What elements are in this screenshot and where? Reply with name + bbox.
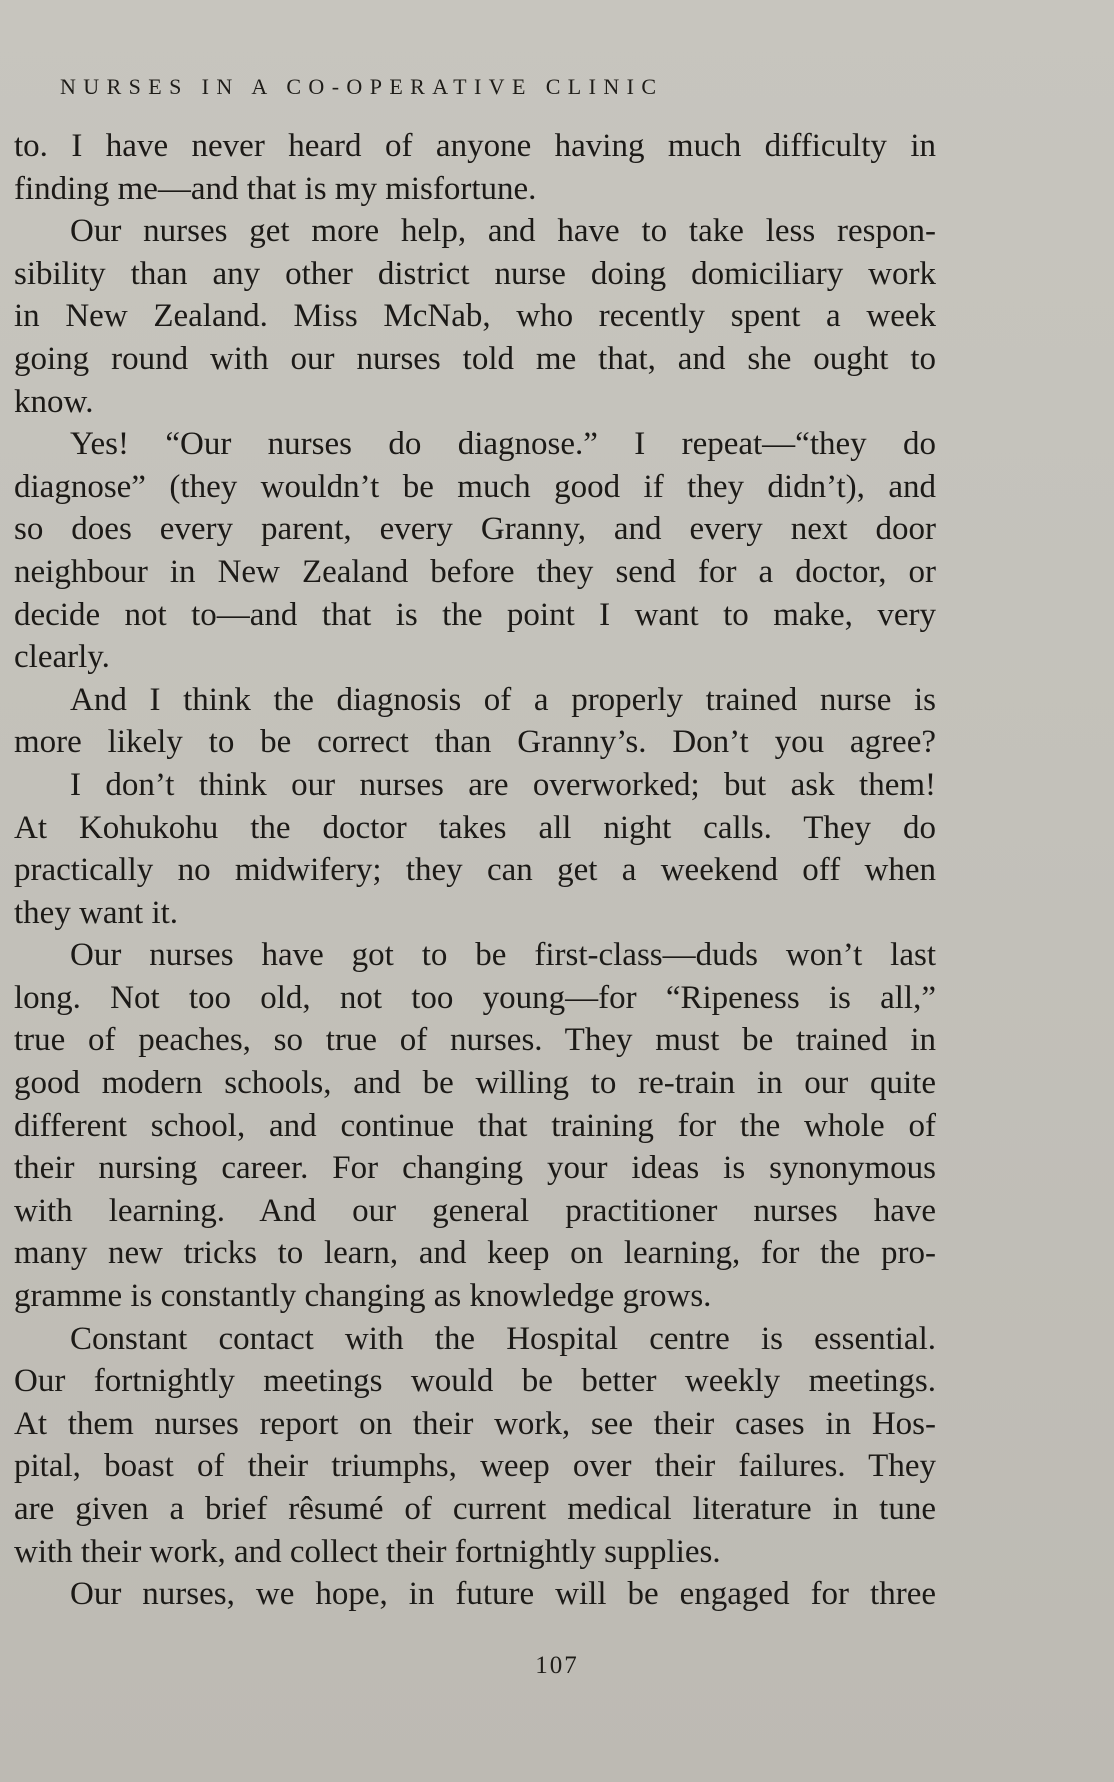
text-line: long. Not too old, not too young—for “Ripeness is all,” <box>14 979 936 1016</box>
text-line: going round with our nurses told me that, and she ought to <box>14 340 936 377</box>
text-line: Our nurses get more help, and have to take less respon- <box>70 213 936 250</box>
text-line: gramme is constantly changing as knowledge grows. <box>14 1278 712 1315</box>
text-line: Our nurses have got to be first-class—duds won’t last <box>70 937 936 974</box>
text-line: more likely to be correct than Granny’s. Don’t you agree? <box>14 724 936 761</box>
text-line: so does every parent, every Granny, and every next door <box>14 511 936 548</box>
text-line: finding me—and that is my misfortune. <box>14 170 537 207</box>
text-line: neighbour in New Zealand before they send for a doctor, or <box>14 553 936 590</box>
text-line: in New Zealand. Miss McNab, who recently spent a week <box>14 298 936 335</box>
page-number: 107 <box>535 1652 579 1679</box>
text-line: decide not to—and that is the point I want to make, very <box>14 596 936 633</box>
text-line: And I think the diagnosis of a properly trained nurse is <box>70 681 936 718</box>
text-line: Our nurses, we hope, in future will be engaged for three <box>70 1576 936 1613</box>
text-line: with learning. And our general practitioner nurses have <box>14 1192 936 1229</box>
text-line: sibility than any other district nurse doing domiciliary work <box>14 255 936 292</box>
text-line: clearly. <box>14 639 110 676</box>
body-text <box>14 125 936 1616</box>
text-line: pital, boast of their triumphs, weep over their failures. They <box>14 1448 936 1485</box>
text-line: many new tricks to learn, and keep on learning, for the pro- <box>14 1235 936 1272</box>
text-line: their nursing career. For changing your ideas is synonymous <box>14 1150 936 1187</box>
text-line: Yes! “Our nurses do diagnose.” I repeat—“they do <box>70 426 936 463</box>
text-line: At Kohukohu the doctor takes all night calls. They do <box>14 809 936 846</box>
text-line: know. <box>14 383 94 420</box>
text-line: to. I have never heard of anyone having much difficulty in <box>14 128 936 164</box>
text-line: true of peaches, so true of nurses. They must be trained in <box>14 1022 936 1059</box>
text-line: they want it. <box>14 894 179 931</box>
text-line: At them nurses report on their work, see their cases in Hos- <box>14 1405 936 1442</box>
text-line: diagnose” (they wouldn’t be much good if they didn’t), and <box>14 468 936 505</box>
text-line: are given a brief rêsumé of current medical literature in tune <box>14 1491 936 1527</box>
text-line: different school, and continue that training for the whole of <box>14 1107 936 1144</box>
text-line: I don’t think our nurses are overworked; but ask them! <box>70 766 936 803</box>
text-line: good modern schools, and be willing to re-train in our quite <box>14 1065 936 1102</box>
running-head: NURSES IN A CO-OPERATIVE CLINIC <box>60 74 664 99</box>
text-line: with their work, and collect their fortnightly supplies. <box>14 1533 721 1570</box>
text-line: Our fortnightly meetings would be better weekly meetings. <box>14 1363 936 1400</box>
text-line: practically no midwifery; they can get a weekend off when <box>14 852 936 889</box>
text-line: Constant contact with the Hospital centre is essential. <box>70 1320 936 1357</box>
